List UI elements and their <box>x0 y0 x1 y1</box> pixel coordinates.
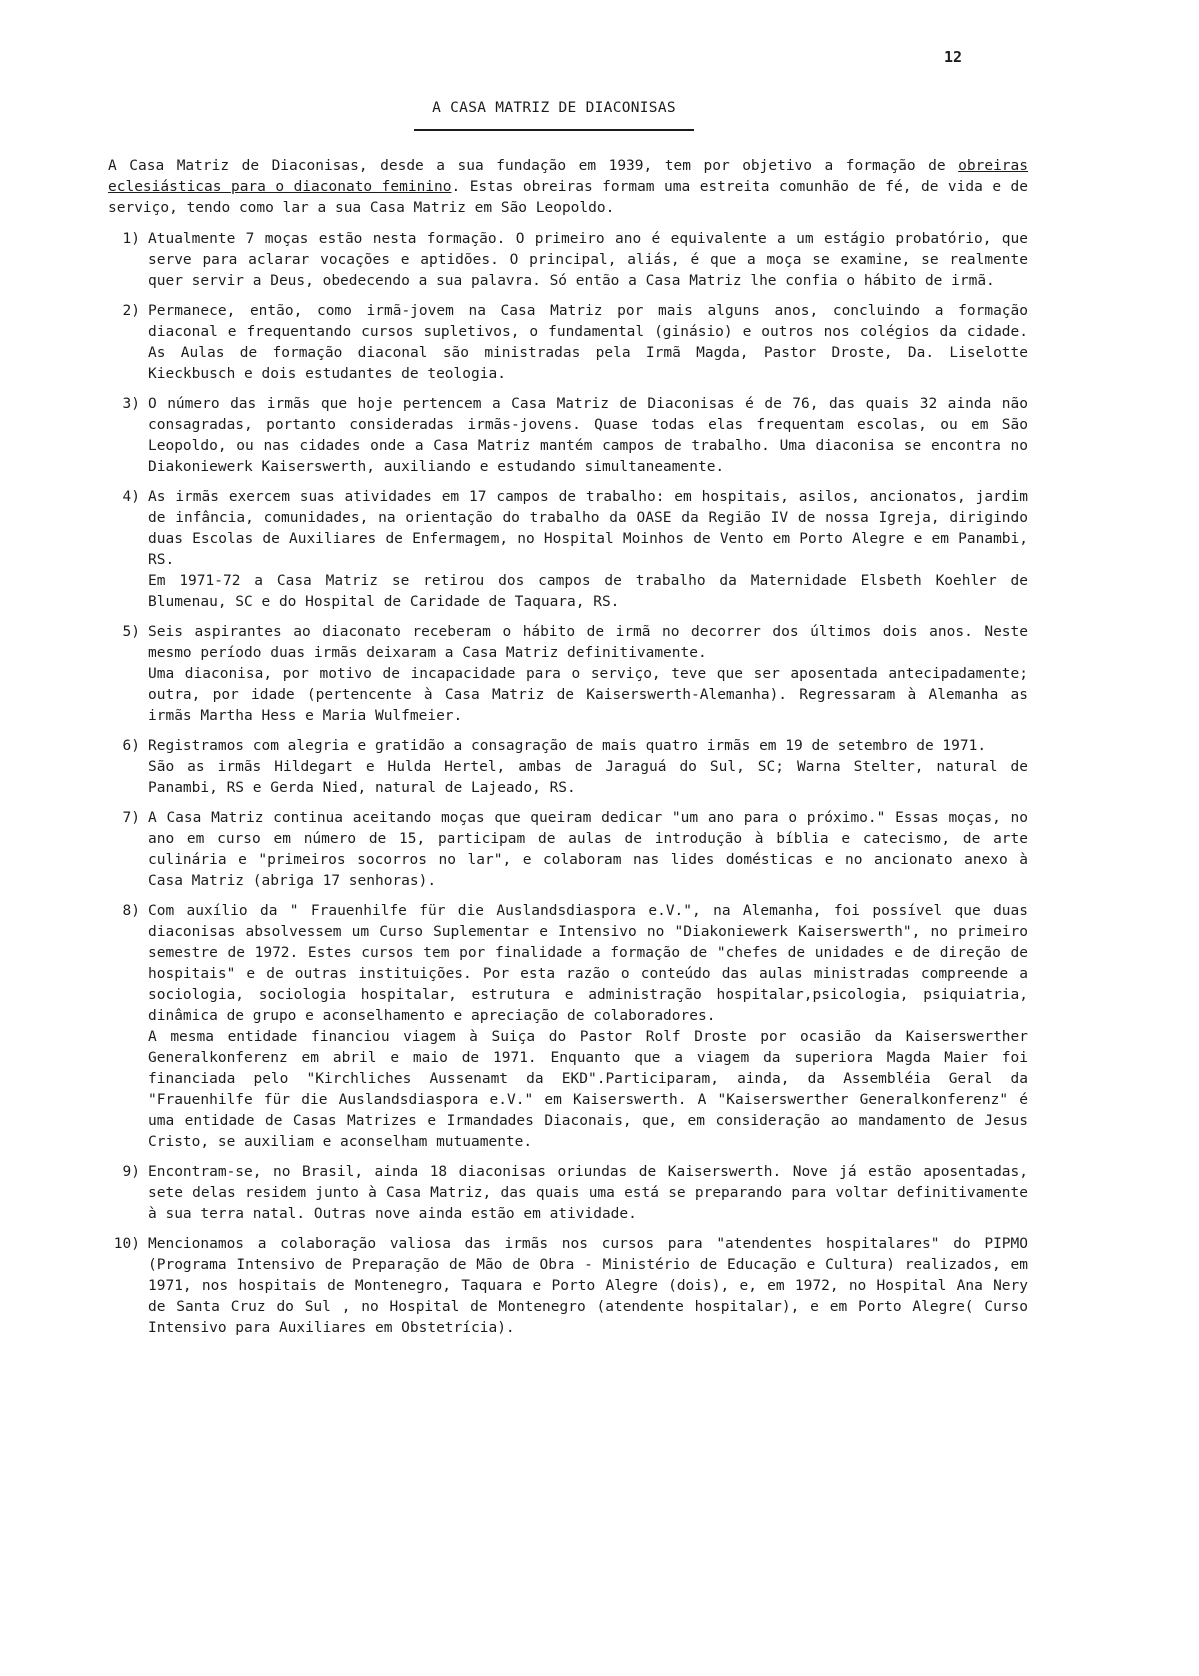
item-body <box>148 808 1028 892</box>
list-item-7 <box>122 808 1028 892</box>
item-body <box>148 736 1028 799</box>
list-item-4 <box>122 487 1028 613</box>
list-item-9 <box>122 1162 1028 1225</box>
item-paragraph: Seis aspirantes ao diaconato receberam o hábito de irmã no decorrer dos últimos dois anos. Neste mesmo período duas irmãs deixaram a Casa Matriz definitivamente. <box>148 624 1028 661</box>
item-number: 1) <box>122 231 140 247</box>
item-number: 10) <box>113 1236 140 1252</box>
numbered-list <box>108 229 1028 1339</box>
list-item-8 <box>122 901 1028 1153</box>
item-number: 4) <box>122 489 140 505</box>
list-item-6 <box>122 736 1028 799</box>
item-number: 8) <box>122 903 140 919</box>
item-paragraph: Em 1971-72 a Casa Matriz se retirou dos campos de trabalho da Maternidade Elsbeth Koehler de Blumenau, SC e do Hospital de Caridade de Taquara, RS. <box>148 573 1028 610</box>
item-paragraph: As irmãs exercem suas atividades em 17 campos de trabalho: em hospitais, asilos, ancionatos, jardim de infância, comunidades, na orientação do trabalho da OASE da Região IV de nossa Igreja, dirigindo duas Escolas de Auxiliares de Enfermagem, no Hospital Moinhos de Vento em Porto Alegre e em Panambi, RS. <box>148 489 1028 568</box>
list-item-1 <box>122 229 1028 292</box>
item-number: 6) <box>122 738 140 754</box>
item-paragraph: O número das irmãs que hoje pertencem a Casa Matriz de Diaconisas é de 76, das quais 32 ainda não consagradas, portanto consideradas irmãs-jovens. Quase todas elas frequentam escolas, ou em São Leopoldo, ou nas cidades onde a Casa Matriz mantém campos de trabalho. Uma diaconisa se encontra no Diakoniewerk Kaiserswerth, auxiliando e estudando simultaneamente. <box>148 396 1028 475</box>
page-title: A CASA MATRIZ DE DIACONISAS <box>432 100 676 116</box>
item-body <box>148 487 1028 613</box>
item-body <box>148 1162 1028 1225</box>
item-body <box>148 301 1028 385</box>
item-body <box>148 901 1028 1153</box>
document-body <box>108 156 1028 1348</box>
title-underline <box>414 129 694 131</box>
item-paragraph: Com auxílio da " Frauenhilfe für die Auslandsdiaspora e.V.", na Alemanha, foi possível que duas diaconisas absolvessem um Curso Suplementar e Intensivo no "Diakoniewerk Kaiserswerth", no primeiro semestre de 1972. Estes cursos tem por finalidade a formação de "chefes de unidades e de direção de hospitais" e de outras instituições. Por esta razão o conteúdo das aulas ministradas compreende a sociologia, sociologia hospitalar, estrutura e administração hospitalar,psicologia, psiquiatria, dinâmica de grupo e aconselhamento e apreciação de colaboradores. <box>148 903 1028 1024</box>
item-paragraph: Encontram-se, no Brasil, ainda 18 diaconisas oriundas de Kaiserswerth. Nove já estão aposentadas, sete delas residem junto à Casa Matriz, das quais uma está se preparando para voltar definitivamente à sua terra natal. Outras nove ainda estão em atividade. <box>148 1164 1028 1222</box>
intro-underlined-text: obreiras eclesiásticas para o diaconato feminino <box>108 158 1028 195</box>
item-paragraph: Mencionamos a colaboração valiosa das irmãs nos cursos para "atendentes hospitalares" do PIPMO (Programa Intensivo de Preparação de Mão de Obra - Ministério de Educação e Cultura) realizados, em 1971, nos hospitais de Montenegro, Taquara e Porto Alegre (dois), e, em 1972, no Hospital Ana Nery de Santa Cruz do Sul , no Hospital de Montenegro (atendente hospitalar), e em Porto Alegre( Curso Intensivo para Auxiliares em Obstetrícia). <box>148 1236 1028 1336</box>
item-body <box>148 622 1028 727</box>
item-number: 7) <box>122 810 140 826</box>
intro-paragraph <box>108 156 1028 219</box>
item-number: 9) <box>122 1164 140 1180</box>
item-number: 3) <box>122 396 140 412</box>
item-paragraph: A Casa Matriz continua aceitando moças que queiram dedicar "um ano para o próximo." Essas moças, no ano em curso em número de 15, participam de aulas de introdução à bíblia e catecismo, de arte culinária e "primeiros socorros no lar", e colaboram nas lides domésticas e no ancionato anexo à Casa Matriz (abriga 17 senhoras). <box>148 810 1028 889</box>
item-paragraph: A mesma entidade financiou viagem à Suiça do Pastor Rolf Droste por ocasião da Kaiserswerther Generalkonferenz em abril e maio de 1971. Enquanto que a viagem da superiora Magda Maier foi financiada pelo "Kirchliches Aussenamt da EKD".Participaram, ainda, da Assembléia Geral da "Frauenhilfe für die Auslandsdiaspora e.V." em Kaiserswerth. A "Kaiserswerther Generalkonferenz" é uma entidade de Casas Matrizes e Irmandades Diaconais, que, em consideração ao mandamento de Jesus Cristo, se auxiliam e aconselham mutuamente. <box>148 1029 1028 1150</box>
page-number: 12 <box>944 48 963 66</box>
item-body <box>148 394 1028 478</box>
list-item-5 <box>122 622 1028 727</box>
item-paragraph: Uma diaconisa, por motivo de incapacidade para o serviço, teve que ser aposentada antecipadamente; outra, por idade (pertencente à Casa Matriz de Kaiserswerth-Alemanha). Regressaram à Alemanha as irmãs Martha Hess e Maria Wulfmeier. <box>148 666 1028 724</box>
list-item-10 <box>113 1234 1028 1339</box>
list-item-3 <box>122 394 1028 478</box>
item-paragraph: São as irmãs Hildegart e Hulda Hertel, ambas de Jaraguá do Sul, SC; Warna Stelter, natural de Panambi, RS e Gerda Nied, natural de Lajeado, RS. <box>148 759 1028 796</box>
item-number: 5) <box>122 624 140 640</box>
intro-text-start: A Casa Matriz de Diaconisas, desde a sua fundação em 1939, tem por objetivo a formação de <box>108 158 959 174</box>
intro-text-end: . Estas obreiras formam uma estreita comunhão de fé, de vida e de serviço, tendo como lar a sua Casa Matriz em São Leopoldo. <box>108 179 1028 216</box>
item-number: 2) <box>122 303 140 319</box>
list-item-2 <box>122 301 1028 385</box>
item-paragraph: Atualmente 7 moças estão nesta formação. O primeiro ano é equivalente a um estágio probatório, que serve para aclarar vocações e aptidões. O principal, aliás, é que a moça se examine, se realmente quer servir a Deus, obedecendo a sua palavra. Só então a Casa Matriz lhe confia o hábito de irmã. <box>148 231 1028 289</box>
item-paragraph: Permanece, então, como irmã-jovem na Casa Matriz por mais alguns anos, concluindo a formação diaconal e frequentando cursos supletivos, o fundamental (ginásio) e outros nos colégios da cidade. As Aulas de formação diaconal são ministradas pela Irmã Magda, Pastor Droste, Da. Liselotte Kieckbusch e dois estudantes de teologia. <box>148 303 1028 382</box>
item-body <box>148 229 1028 292</box>
item-paragraph: Registramos com alegria e gratidão a consagração de mais quatro irmãs em 19 de setembro de 1971. <box>148 738 987 754</box>
item-body <box>148 1234 1028 1339</box>
